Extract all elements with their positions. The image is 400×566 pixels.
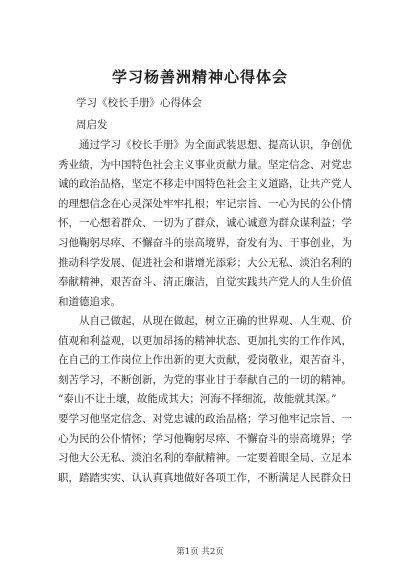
paragraph-line: 要学习他坚定信念、对党忠诚的政治品格；学习他牢记宗旨、一 [58,412,352,425]
document-title: 学习杨善洲精神心得体会 [111,68,288,86]
paragraph-line: 奉献精神，艰苦奋斗、清正廉洁，自觉实践共产党人的人生价值 [58,276,352,289]
paragraph-line: 诚的政治品格，坚定不移走中国特色社会主义道路，让共产党人 [58,178,352,191]
paragraph-line: 秀业绩，为中国特色社会主义事业贡献力量。坚定信念、对党忠 [58,158,352,171]
document-author: 周启发 [76,119,108,131]
paragraph-line: 职，踏踏实实、认认真真地做好各项工作，不断满足人民群众日 [58,471,352,484]
paragraph-line: 通过学习《校长手册》为全面武装思想、提高认识，争创优 [58,139,352,151]
paragraph-line: 值观和利益观，以更加昂扬的精神状态、更加扎实的工作作风， [58,334,352,347]
paragraph-line: 刻苦学习，不断创新，为党的事业甘于奉献自己的一切的精神。 [58,373,352,386]
paragraph-line: 习他大公无私、淡泊名利的奉献精神。一定要着眼全局、立足本 [58,452,352,465]
paragraph-2 [58,312,354,488]
paragraph-1 [58,136,354,312]
paragraph-line: 在自己的工作岗位上作出新的更大贡献，爱岗敬业，艰苦奋斗， [58,354,352,367]
paragraph-line: 的理想信念在心灵深处牢牢扎根；牢记宗旨、一心为民的公仆情 [58,197,352,210]
page-number: 第1页 共2页 [176,547,224,557]
paragraph-line: “泰山不让土壤，故能成其大；河海不择细流，故能就其深。” [58,393,337,406]
paragraph-line: 和道德追求。 [58,295,121,308]
paragraph-line: 从自己做起，从现在做起，树立正确的世界观、人生观、价 [58,315,352,327]
paragraph-line: 怀，一心想着群众、一切为了群众，诚心诚意为群众谋利益；学 [58,217,352,230]
paragraph-line: 习他鞠躬尽瘁、不懈奋斗的崇高境界，奋发有为、干事创业，为 [58,236,352,249]
document-subtitle: 学习《校长手册》心得体会 [76,97,202,109]
paragraph-line: 心为民的公仆情怀；学习他鞠躬尽瘁、不懈奋斗的崇高境界；学 [58,432,352,445]
paragraph-line: 推动科学发展、促进社会和谐增光添彩；大公无私、淡泊名利的 [58,256,352,269]
